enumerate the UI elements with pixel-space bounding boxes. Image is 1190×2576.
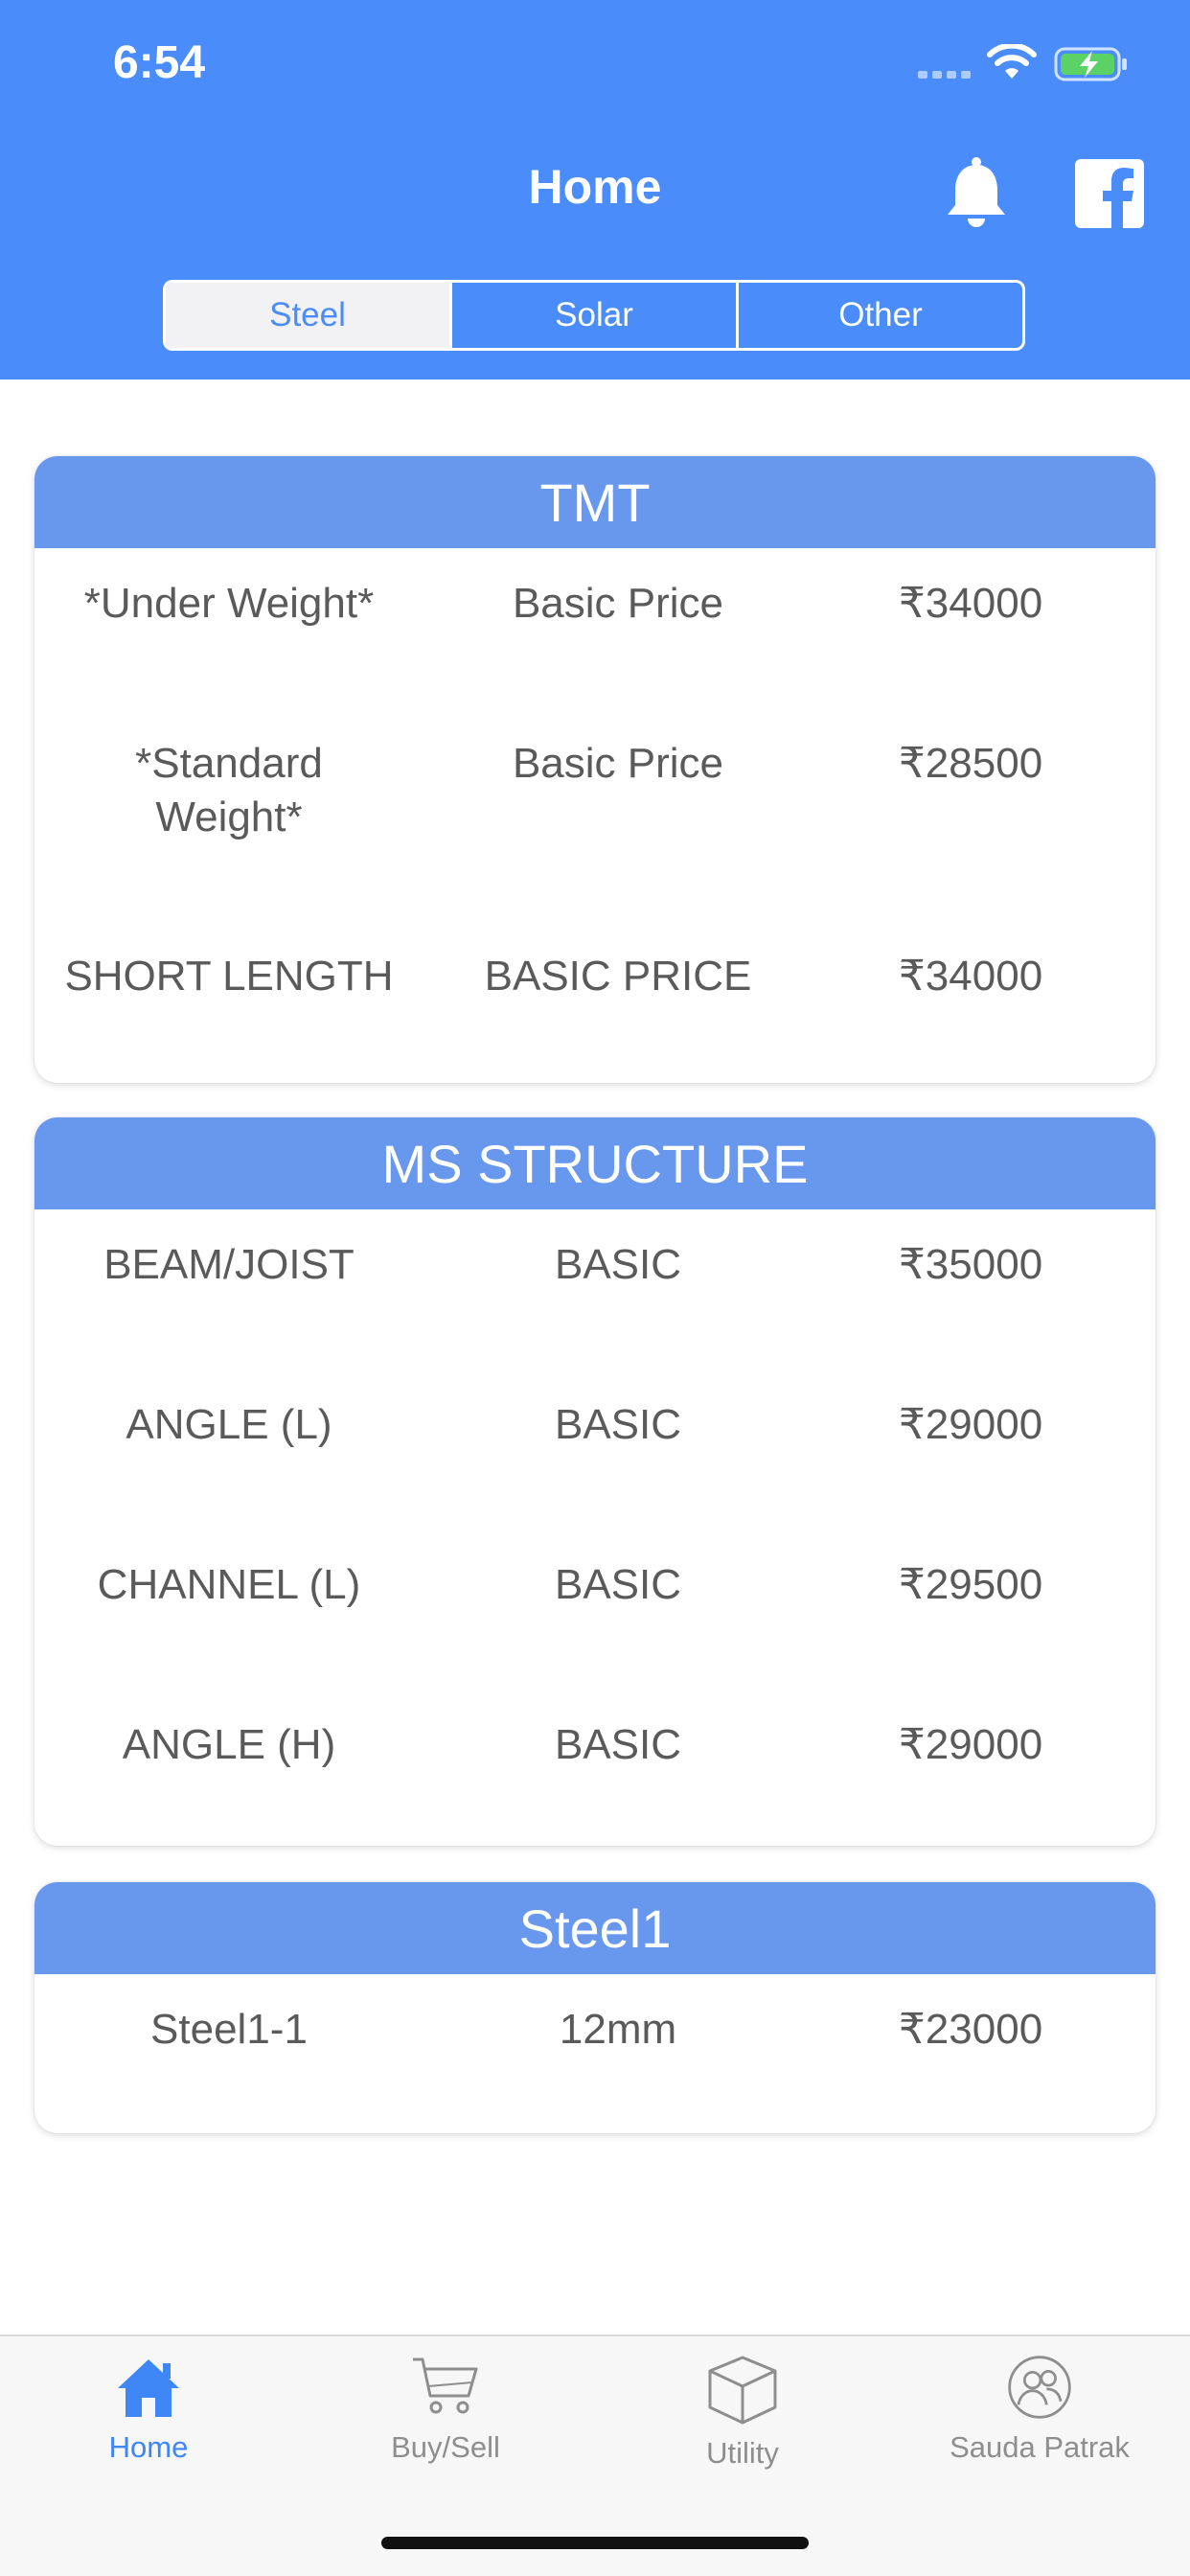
home-icon [115, 2354, 182, 2421]
price-row[interactable] [34, 1369, 1156, 1530]
cart-icon [409, 2354, 482, 2421]
signal-icon [918, 71, 973, 79]
price-row[interactable] [34, 708, 1156, 921]
item-name: SHORT LENGTH [64, 953, 394, 1000]
price-value: ₹35000 [898, 1241, 1043, 1288]
price-type: BASIC [554, 1561, 682, 1608]
tab-label: Home [108, 2430, 189, 2464]
item-name: *Standard Weight* [135, 740, 323, 840]
price-value: ₹28500 [898, 740, 1043, 787]
tab-buy-sell[interactable] [297, 2354, 594, 2465]
price-type: BASIC [554, 1401, 682, 1448]
facebook-icon[interactable] [1075, 159, 1144, 228]
item-name: ANGLE (H) [122, 1721, 336, 1768]
users-icon [1003, 2354, 1076, 2421]
price-type: BASIC [554, 1241, 682, 1288]
tab-label: Buy/Sell [391, 2430, 500, 2464]
home-indicator [381, 2537, 809, 2549]
tab-label: Utility [706, 2436, 779, 2470]
tab-utility[interactable] [594, 2354, 891, 2471]
section-card-steel1 [34, 1882, 1156, 2133]
tab-other[interactable]: Other [736, 283, 1022, 348]
item-name: *Under Weight* [83, 580, 375, 627]
category-segmented-control [163, 280, 1025, 351]
section-title: Steel1 [34, 1882, 1156, 1974]
tab-sauda-patrak[interactable] [891, 2354, 1188, 2465]
price-row[interactable] [34, 1209, 1156, 1369]
price-value: ₹29000 [898, 1401, 1043, 1448]
bell-icon[interactable] [943, 155, 1010, 230]
tab-label: Sauda Patrak [950, 2430, 1130, 2464]
item-name: CHANNEL (L) [97, 1561, 361, 1608]
section-card-ms-structure [34, 1117, 1156, 1846]
item-name: BEAM/JOIST [103, 1241, 355, 1288]
app-header [0, 0, 1190, 380]
page-title: Home [528, 160, 662, 214]
price-row[interactable] [34, 1690, 1156, 1846]
item-name: Steel1-1 [150, 2006, 308, 2053]
item-name: ANGLE (L) [126, 1401, 332, 1448]
price-type: 12mm [559, 2006, 677, 2053]
tab-steel[interactable]: Steel [166, 283, 449, 348]
price-type: BASIC PRICE [484, 953, 752, 1000]
section-title: TMT [34, 456, 1156, 548]
section-title: MS STRUCTURE [34, 1117, 1156, 1209]
box-icon [706, 2354, 779, 2426]
battery-charging-icon [1054, 46, 1129, 82]
price-row[interactable] [34, 1974, 1156, 2133]
tab-solar[interactable]: Solar [449, 283, 736, 348]
price-value: ₹29500 [898, 1561, 1043, 1608]
price-type: BASIC [554, 1721, 682, 1768]
price-value: ₹34000 [898, 953, 1043, 1000]
price-value: ₹23000 [898, 2006, 1043, 2053]
tab-home[interactable] [0, 2354, 297, 2465]
price-row[interactable] [34, 921, 1156, 1081]
price-value: ₹29000 [898, 1721, 1043, 1768]
price-row[interactable] [34, 548, 1156, 708]
price-type: Basic Price [512, 580, 724, 627]
price-type: Basic Price [512, 740, 724, 787]
status-time: 6:54 [113, 37, 206, 88]
section-card-tmt [34, 456, 1156, 1083]
wifi-icon [987, 44, 1037, 82]
price-row[interactable] [34, 1530, 1156, 1690]
price-value: ₹34000 [898, 580, 1043, 627]
